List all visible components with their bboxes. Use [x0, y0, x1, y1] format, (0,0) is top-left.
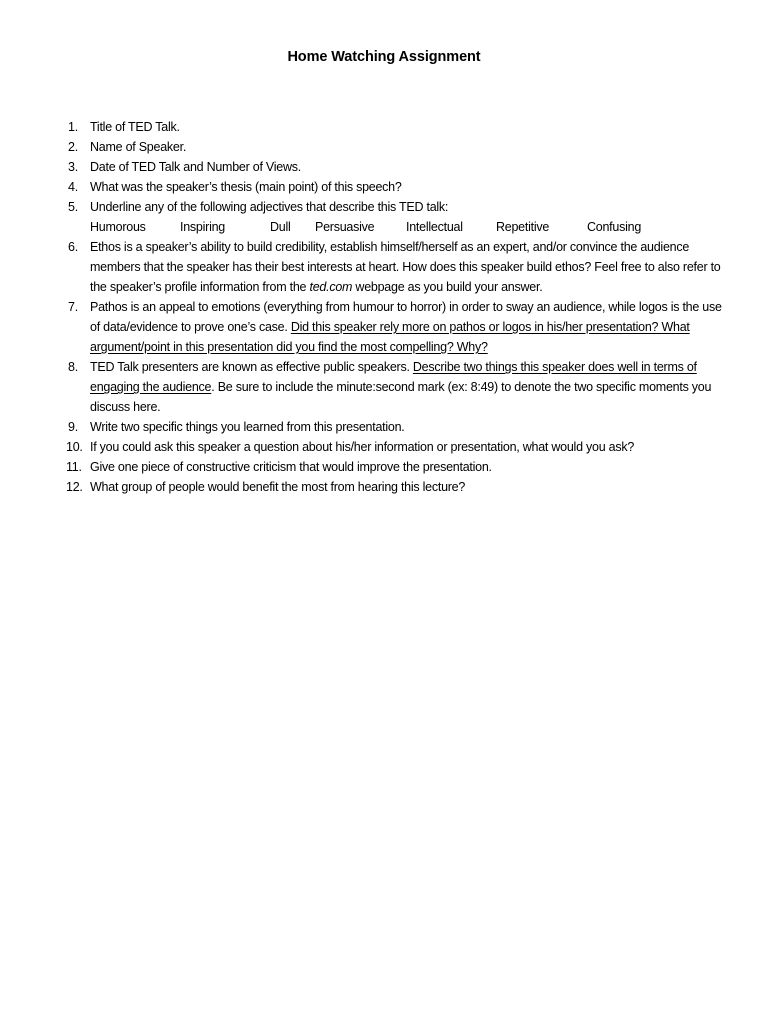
- question-item: [60, 477, 730, 497]
- question-text: If you could ask this speaker a question about his/her information or presentation, what would you ask?: [90, 440, 635, 454]
- question-number: 1.: [68, 120, 78, 134]
- underlined-question: Describe two things this speaker does well in terms of engaging the audience: [90, 360, 697, 394]
- question-text: What group of people would benefit the most from hearing this lecture?: [90, 480, 466, 494]
- adjective-repetitive: Repetitive: [496, 220, 550, 234]
- question-text: Write two specific things you learned from this presentation.: [90, 420, 405, 434]
- question-number: 6.: [68, 240, 78, 254]
- question-item: [60, 237, 730, 297]
- question-item: [60, 117, 730, 137]
- question-text: Ethos is a speaker’s ability to build credibility, establish himself/herself as an expert, and/or convince the audience members that the speaker has their best interests at heart. How does this speaker build ethos? Feel free to also refer to the speaker’s profile information from the: [90, 240, 721, 294]
- question-list: [60, 117, 730, 497]
- question-text: Give one piece of constructive criticism that would improve the presentation.: [90, 460, 492, 474]
- question-item: [60, 177, 730, 197]
- question-text-continued: . Be sure to include the minute:second mark (ex: 8:49) to denote the two specific moments you discuss here.: [90, 380, 712, 414]
- question-item: [60, 457, 730, 477]
- question-number: 8.: [68, 360, 78, 374]
- question-number: 11.: [66, 460, 82, 474]
- adjective-dull: Dull: [270, 220, 291, 234]
- question-number: 5.: [68, 200, 78, 214]
- question-item: [60, 437, 730, 457]
- question-number: 12.: [66, 480, 83, 494]
- question-number: 10.: [66, 440, 83, 454]
- adjective-intellectual: Intellectual: [406, 220, 463, 234]
- question-item: [60, 137, 730, 157]
- website-reference: ted.com: [309, 280, 353, 294]
- adjective-confusing: Confusing: [587, 220, 642, 234]
- adjective-row: [90, 217, 730, 237]
- document-title: Home Watching Assignment: [287, 49, 481, 65]
- question-item: [60, 297, 730, 357]
- adjective-persuasive: Persuasive: [315, 220, 375, 234]
- question-number: 3.: [68, 160, 78, 174]
- question-text: Pathos is an appeal to emotions (everything from humour to horror) in order to sway an audience, while logos is the use of data/evidence to prove one’s case.: [90, 300, 722, 334]
- underlined-question: Did this speaker rely more on pathos or logos in his/her presentation? What argument/point in this presentation did you find the most compelling? Why?: [90, 320, 690, 354]
- adjective-humorous: Humorous: [90, 220, 146, 234]
- question-item: [60, 157, 730, 177]
- question-text: Title of TED Talk.: [90, 120, 180, 134]
- question-number: 7.: [68, 300, 78, 314]
- question-number: 2.: [68, 140, 78, 154]
- question-text: TED Talk presenters are known as effective public speakers.: [90, 360, 413, 374]
- question-text: Name of Speaker.: [90, 140, 187, 154]
- question-text: What was the speaker’s thesis (main point) of this speech?: [90, 180, 402, 194]
- question-text: Underline any of the following adjectives that describe this TED talk:: [90, 200, 449, 214]
- question-item: [60, 417, 730, 437]
- question-text-continued: webpage as you build your answer.: [352, 280, 543, 294]
- adjective-inspiring: Inspiring: [180, 220, 225, 234]
- question-item: [60, 357, 730, 417]
- question-number: 4.: [68, 180, 78, 194]
- question-item: [60, 197, 730, 237]
- question-number: 9.: [68, 420, 78, 434]
- question-text: Date of TED Talk and Number of Views.: [90, 160, 301, 174]
